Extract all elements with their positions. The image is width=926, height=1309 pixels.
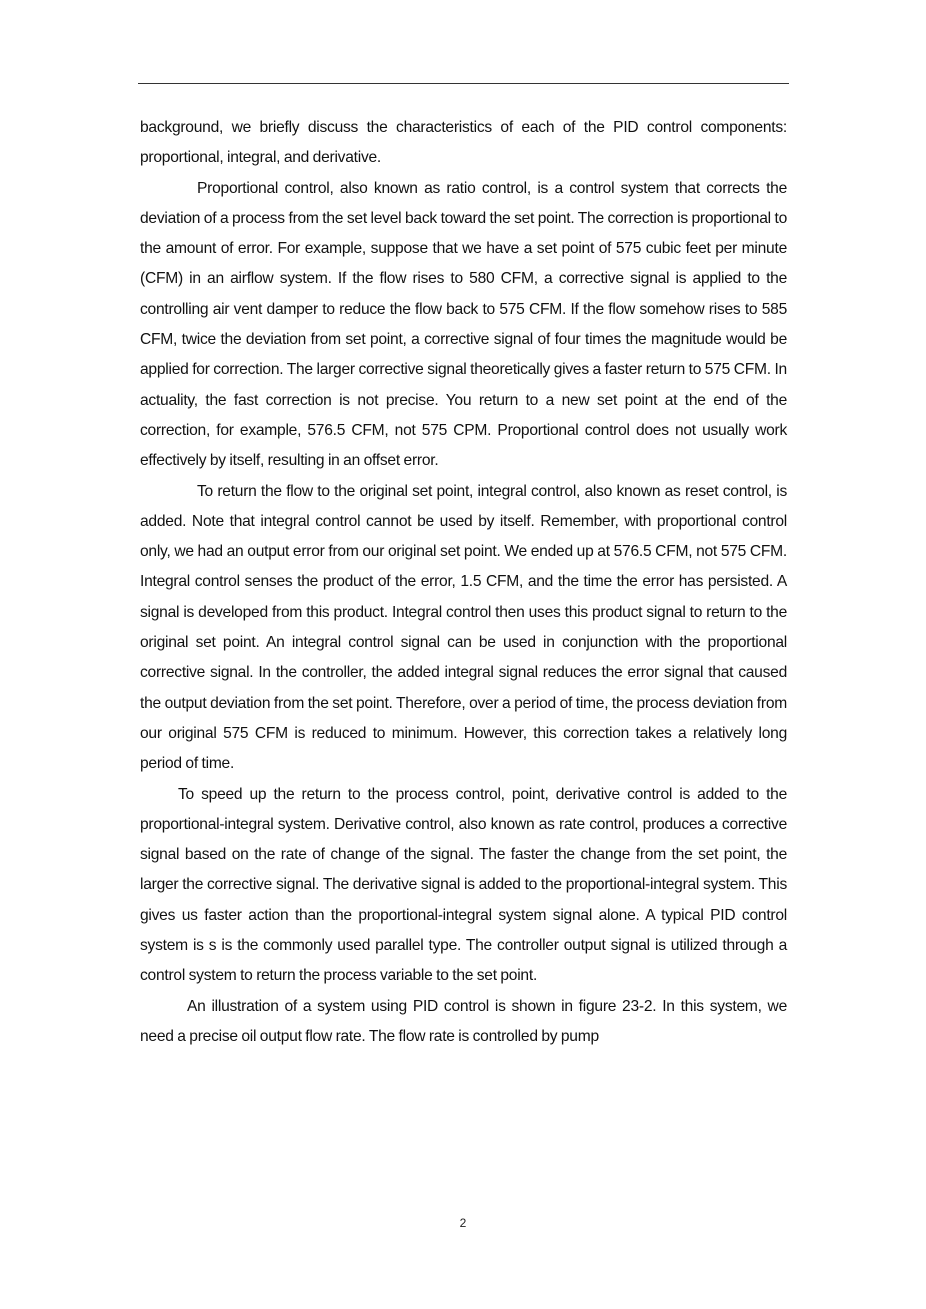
- page-number: 2: [459, 1216, 467, 1230]
- header-rule: [138, 83, 789, 84]
- paragraph-pid-illustration: An illustration of a system using PID control is shown in figure 23-2. In this system, we need a precise oil output flow rate. The flow rate is controlled by pump: [140, 997, 787, 1045]
- paragraph-derivative-control: To speed up the return to the process control, point, derivative control is added to the proportional-integral system. Derivative control, also known as rate control, produces a corrective signal based on the rate of change of the signal. The faster the change from the set point, the larger the corrective signal. The derivative signal is added to the proportional-integral system. This gives us faster action than the proportional-integral system signal alone. A typical PID control system is s is the commonly used parallel type. The controller output signal is utilized through a control system to return the process variable to the set point.: [140, 785, 787, 985]
- paragraph-intro-continuation: background, we briefly discuss the characteristics of each of the PID control components: proportional, integral, and derivative.: [140, 119, 787, 167]
- body-text: [140, 113, 787, 1052]
- paragraph-integral-control: To return the flow to the original set point, integral control, also known as reset control, is added. Note that integral control cannot be used by itself. Remember, with proportional control only, we had an output error from our original set point. We ended up at 576.5 CFM, not 575 CFM. Integral control senses the product of the error, 1.5 CFM, and the time the error has persisted. A signal is developed from this product. Integral control then uses this product signal to return to the original set point. An integral control signal can be used in conjunction with the proportional corrective signal. In the controller, the added integral signal reduces the error signal that caused the output deviation from the set point. Therefore, over a period of time, the process deviation from our original 575 CFM is reduced to minimum. However, this correction takes a relatively long period of time.: [140, 482, 787, 773]
- paragraph-proportional-control: Proportional control, also known as ratio control, is a control system that corrects the deviation of a process from the set level back toward the set point. The correction is proportional to the amount of error. For example, suppose that we have a set point of 575 cubic feet per minute (CFM) in an airflow system. If the flow rises to 580 CFM, a corrective signal is applied to the controlling air vent damper to reduce the flow back to 575 CFM. If the flow somehow rises to 585 CFM, twice the deviation from set point, a corrective signal of four times the magnitude would be applied for correction. The larger corrective signal theoretically gives a faster return to 575 CFM. In actuality, the fast correction is not precise. You return to a new set point at the end of the correction, for example, 576.5 CFM, not 575 CPM. Proportional control does not usually work effectively by itself, resulting in an offset error.: [140, 179, 787, 470]
